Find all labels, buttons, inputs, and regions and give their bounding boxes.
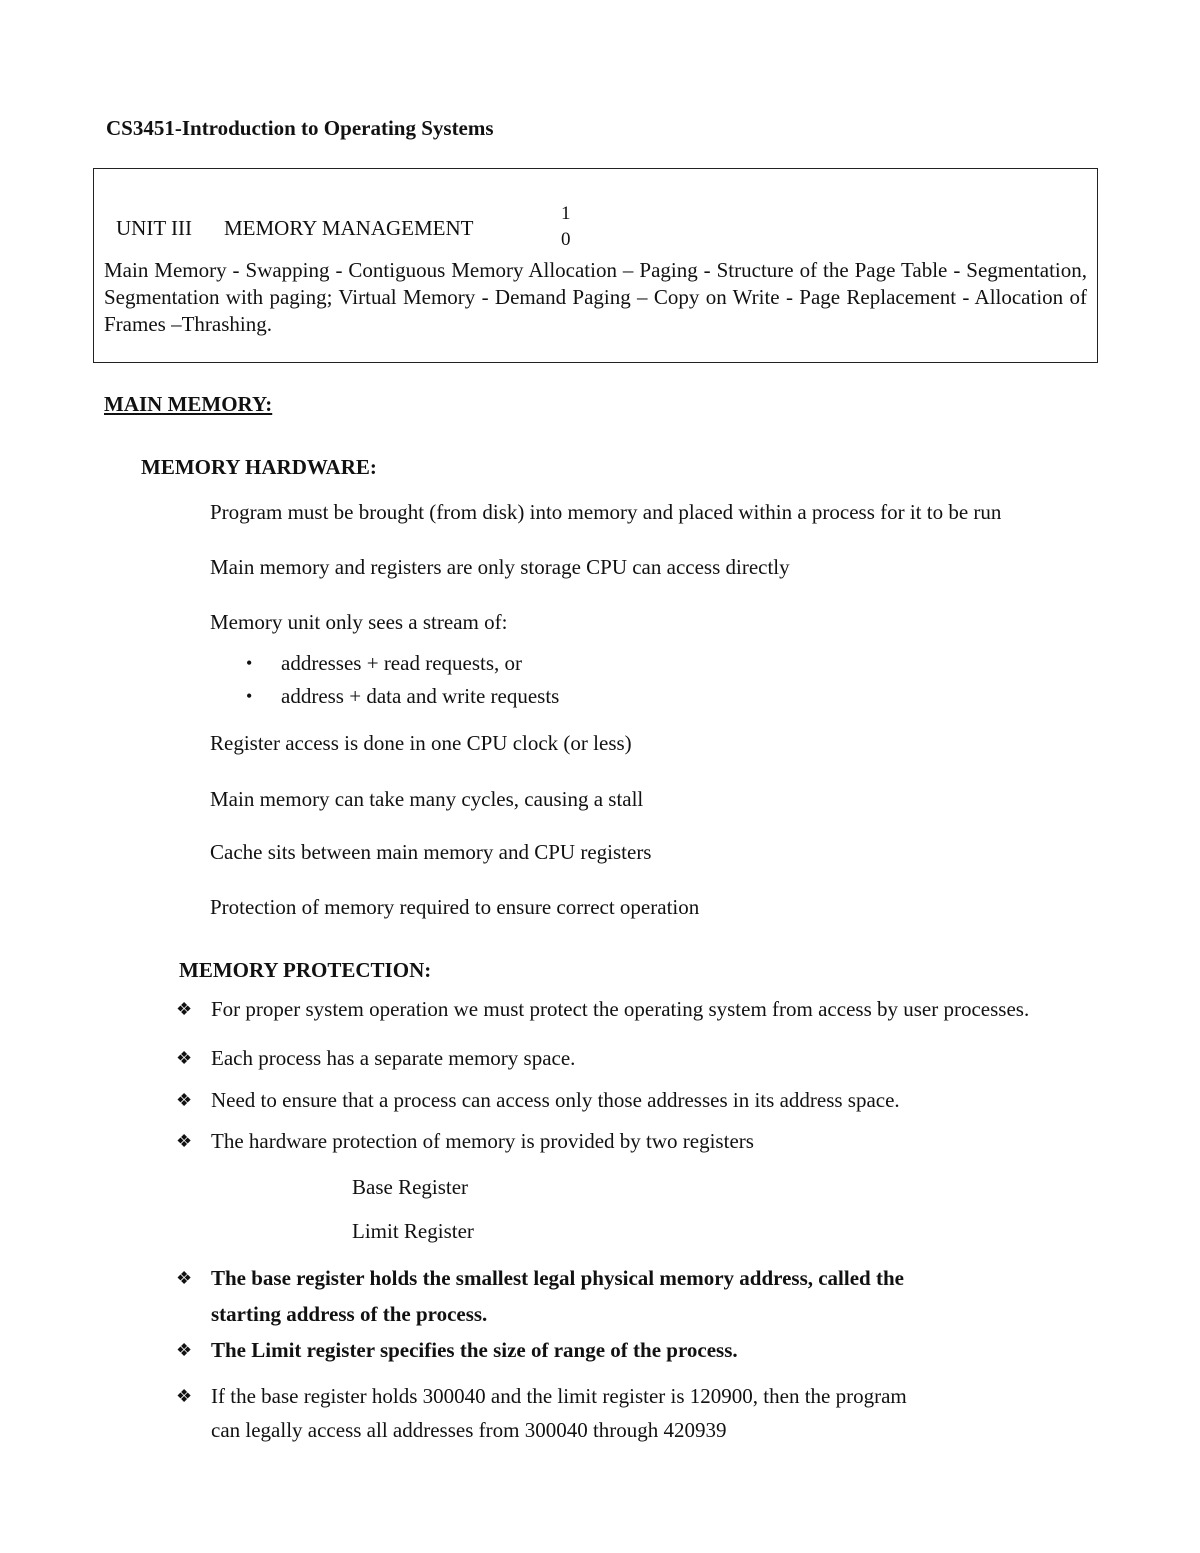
hardware-point: Cache sits between main memory and CPU registers bbox=[210, 840, 652, 864]
bold-protection-point-continuation: starting address of the process. bbox=[211, 1302, 488, 1326]
diamond-bullet-icon: ❖ bbox=[176, 1340, 193, 1360]
stream-item: address + data and write requests bbox=[281, 684, 560, 708]
hardware-point: Memory unit only sees a stream of: bbox=[210, 610, 508, 634]
unit-hours-digit-2: 0 bbox=[561, 229, 571, 250]
example-point-continuation: can legally access all addresses from 300040 through 420939 bbox=[211, 1418, 727, 1442]
bullet-dot-icon: • bbox=[246, 686, 253, 706]
hardware-point: Register access is done in one CPU clock (or less) bbox=[210, 731, 632, 755]
protection-point: Need to ensure that a process can access only those addresses in its address space. bbox=[211, 1088, 900, 1112]
register-name: Limit Register bbox=[352, 1219, 474, 1243]
diamond-bullet-icon: ❖ bbox=[176, 1268, 193, 1288]
memory-protection-heading: MEMORY PROTECTION: bbox=[179, 958, 432, 982]
document-title: CS3451-Introduction to Operating Systems bbox=[106, 116, 494, 140]
hardware-point: Program must be brought (from disk) into memory and placed within a process for it to be run bbox=[210, 500, 1002, 524]
hardware-point: Main memory and registers are only storage CPU can access directly bbox=[210, 555, 790, 579]
diamond-bullet-icon: ❖ bbox=[176, 1131, 193, 1151]
unit-hours-digit-1: 1 bbox=[561, 203, 571, 224]
bullet-dot-icon: • bbox=[246, 653, 253, 673]
diamond-bullet-icon: ❖ bbox=[176, 1386, 193, 1406]
unit-syllabus: Main Memory - Swapping - Contiguous Memory Allocation – Paging - Structure of the Page Table - Segmentation, Segmentation with paging; Virtual Memory - Demand Paging – Copy on Write - Page Replacement - Allocation of Frames –Thrashing. bbox=[104, 258, 1087, 336]
unit-name: MEMORY MANAGEMENT bbox=[224, 216, 474, 240]
protection-point: For proper system operation we must protect the operating system from access by user processes. bbox=[211, 997, 1030, 1021]
diamond-bullet-icon: ❖ bbox=[176, 1090, 193, 1110]
bold-protection-point: The base register holds the smallest legal physical memory address, called the bbox=[211, 1266, 904, 1290]
memory-hardware-heading: MEMORY HARDWARE: bbox=[141, 455, 377, 479]
stream-item: addresses + read requests, or bbox=[281, 651, 523, 675]
diamond-bullet-icon: ❖ bbox=[176, 1048, 193, 1068]
diamond-bullet-icon: ❖ bbox=[176, 999, 193, 1019]
hardware-point: Main memory can take many cycles, causing a stall bbox=[210, 787, 644, 811]
register-name: Base Register bbox=[352, 1175, 469, 1199]
protection-point: Each process has a separate memory space. bbox=[211, 1046, 576, 1070]
unit-label: UNIT III bbox=[116, 216, 193, 240]
bold-protection-point: The Limit register specifies the size of range of the process. bbox=[211, 1338, 738, 1362]
main-memory-heading: MAIN MEMORY: bbox=[104, 392, 273, 416]
protection-point: The hardware protection of memory is provided by two registers bbox=[211, 1129, 754, 1153]
hardware-point: Protection of memory required to ensure correct operation bbox=[210, 895, 700, 919]
example-point: If the base register holds 300040 and the limit register is 120900, then the program bbox=[211, 1384, 907, 1408]
